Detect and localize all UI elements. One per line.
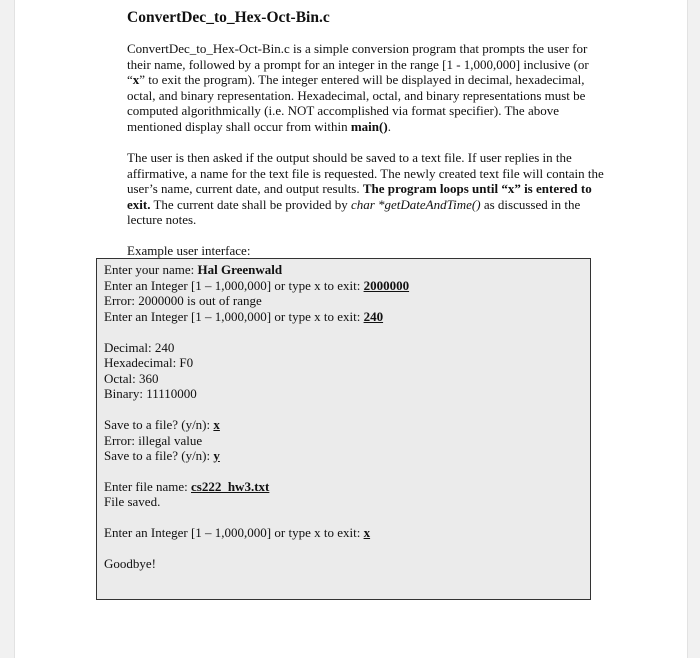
- p2-bold: The program loops until “x” is entered to exit.: [127, 181, 592, 212]
- int-value-1: 2000000: [363, 278, 410, 293]
- hexadecimal-line: Hexadecimal: F0: [104, 355, 194, 370]
- int-line-2: [104, 309, 383, 325]
- save-line-2: [104, 448, 220, 464]
- int-line-1: [104, 278, 409, 294]
- int-prompt-3: Enter an Integer [1 – 1,000,000] or type x to exit:: [104, 525, 364, 540]
- p1-end: .: [387, 118, 391, 134]
- file-value: cs222_hw3.txt: [191, 479, 270, 494]
- save-prompt-2: Save to a file? (y/n):: [104, 448, 214, 463]
- description-paragraph: [127, 41, 609, 134]
- file-prompt: Enter file name:: [104, 479, 191, 494]
- p2-text: The user is then asked if the output should be saved to a text file. If user replies in the affirmative, a name for the text file is requested. The newly created text file will contain the user’s name, current date, and output results.: [127, 150, 604, 196]
- p1-after-x: ” to exit the program). The integer entered will be displayed in decimal, hexadecimal, octal, and binary representation. Hexadecimal, octal, and binary representations must be computed algorithmically (i.e. NOT accomplished via format specifier). The above mentioned display shall occur from within: [127, 72, 586, 134]
- goodbye-line: Goodbye!: [104, 556, 156, 571]
- save-value-2: y: [213, 448, 220, 463]
- save-paragraph: [127, 150, 609, 228]
- p2-end: as discussed in the lecture notes.: [127, 196, 581, 227]
- name-value: Hal Greenwald: [197, 262, 283, 277]
- save-line-1: [104, 417, 220, 433]
- int-prompt-1: Enter an Integer [1 – 1,000,000] or type x to exit:: [104, 278, 364, 293]
- error-illegal-line: Error: illegal value: [104, 433, 203, 448]
- binary-line: Binary: 11110000: [104, 386, 197, 401]
- save-prompt-1: Save to a file? (y/n):: [104, 417, 214, 432]
- save-value-1: x: [213, 417, 220, 432]
- example-label: Example user interface:: [127, 243, 251, 258]
- error-range-line: Error: 2000000 is out of range: [104, 293, 262, 308]
- name-line: [104, 262, 282, 278]
- int-line-3: [104, 525, 370, 541]
- decimal-line: Decimal: 240: [104, 340, 175, 355]
- p2-func-italic: char *getDateAndTime(): [350, 196, 481, 212]
- octal-line: Octal: 360: [104, 371, 159, 386]
- int-value-3: x: [363, 525, 371, 540]
- file-name-line: [104, 479, 269, 495]
- document-title: ConvertDec_to_Hex-Oct-Bin.c: [127, 9, 330, 26]
- int-value-2: 240: [363, 309, 384, 324]
- example-terminal: [96, 258, 591, 600]
- name-prompt: Enter your name:: [104, 262, 198, 277]
- file-saved-line: File saved.: [104, 494, 161, 509]
- p1-main-bold: main(): [350, 118, 388, 134]
- p2-after-bold: The current date shall be provided by: [150, 196, 351, 212]
- p1-x-bold: x: [132, 72, 140, 87]
- p1-text: ConvertDec_to_Hex-Oct-Bin.c is a simple conversion program that prompts the user for their name, followed by a prompt for an integer in the range [1 - 1,000,000] inclusive (or “: [127, 41, 589, 87]
- int-prompt-2: Enter an Integer [1 – 1,000,000] or type x to exit:: [104, 309, 364, 324]
